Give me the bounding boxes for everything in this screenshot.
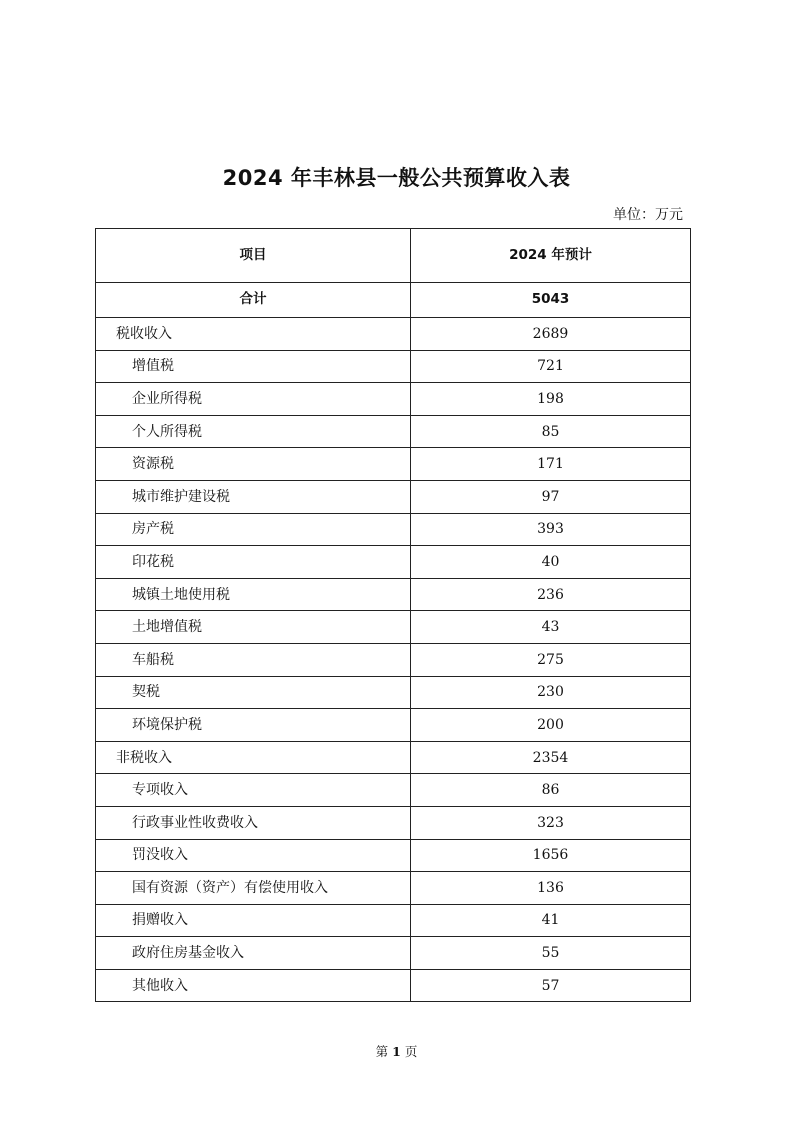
item-label: 印花税	[96, 546, 411, 579]
table-row	[96, 774, 691, 807]
item-value: 198	[411, 383, 691, 416]
table-row	[96, 480, 691, 513]
item-value: 86	[411, 774, 691, 807]
item-value: 2354	[411, 741, 691, 774]
category-label: 非税收入	[96, 741, 411, 774]
item-label: 罚没收入	[96, 839, 411, 872]
table-row	[96, 448, 691, 481]
category-label: 税收收入	[96, 318, 411, 351]
total-label: 合计	[96, 283, 411, 318]
table-row	[96, 872, 691, 905]
item-value: 55	[411, 937, 691, 970]
item-value: 230	[411, 676, 691, 709]
item-value: 85	[411, 415, 691, 448]
item-value: 97	[411, 480, 691, 513]
item-label: 城镇土地使用税	[96, 578, 411, 611]
table-row	[96, 611, 691, 644]
page-suffix: 页	[404, 1044, 418, 1059]
table-row	[96, 937, 691, 970]
page-prefix: 第	[375, 1044, 389, 1059]
table-row	[96, 546, 691, 579]
table-row	[96, 513, 691, 546]
item-value: 57	[411, 969, 691, 1002]
table-row	[96, 806, 691, 839]
item-value: 171	[411, 448, 691, 481]
item-label: 增值税	[96, 350, 411, 383]
item-value: 40	[411, 546, 691, 579]
item-value: 236	[411, 578, 691, 611]
table-row	[96, 709, 691, 742]
item-value: 200	[411, 709, 691, 742]
item-value: 136	[411, 872, 691, 905]
item-value: 721	[411, 350, 691, 383]
table-row	[96, 643, 691, 676]
item-label: 车船税	[96, 643, 411, 676]
table-row	[96, 578, 691, 611]
item-label: 国有资源（资产）有偿使用收入	[96, 872, 411, 905]
total-value: 5043	[411, 283, 691, 318]
table-header-row	[96, 229, 691, 283]
item-value: 43	[411, 611, 691, 644]
item-label: 其他收入	[96, 969, 411, 1002]
item-value: 2689	[411, 318, 691, 351]
table-row	[96, 904, 691, 937]
item-label: 契税	[96, 676, 411, 709]
page-footer	[0, 1042, 793, 1060]
table-row	[96, 839, 691, 872]
table-row	[96, 318, 691, 351]
table-row	[96, 676, 691, 709]
unit-label: 单位：万元	[613, 207, 683, 223]
total-row	[96, 283, 691, 318]
table-row	[96, 741, 691, 774]
item-label: 行政事业性收费收入	[96, 806, 411, 839]
item-value: 1656	[411, 839, 691, 872]
item-label: 捐赠收入	[96, 904, 411, 937]
table-row	[96, 350, 691, 383]
item-value: 275	[411, 643, 691, 676]
item-label: 房产税	[96, 513, 411, 546]
item-label: 政府住房基金收入	[96, 937, 411, 970]
table-row	[96, 383, 691, 416]
budget-revenue-table	[95, 228, 691, 1002]
table-row	[96, 415, 691, 448]
table-row	[96, 969, 691, 1002]
item-label: 城市维护建设税	[96, 480, 411, 513]
header-estimate: 2024 年预计	[411, 229, 691, 283]
item-label: 企业所得税	[96, 383, 411, 416]
item-label: 个人所得税	[96, 415, 411, 448]
item-label: 资源税	[96, 448, 411, 481]
header-item: 项目	[96, 229, 411, 283]
item-value: 323	[411, 806, 691, 839]
item-value: 41	[411, 904, 691, 937]
item-value: 393	[411, 513, 691, 546]
document-title: 2024 年丰林县一般公共预算收入表	[222, 166, 571, 190]
page-number: 1	[392, 1044, 401, 1059]
item-label: 土地增值税	[96, 611, 411, 644]
item-label: 环境保护税	[96, 709, 411, 742]
item-label: 专项收入	[96, 774, 411, 807]
